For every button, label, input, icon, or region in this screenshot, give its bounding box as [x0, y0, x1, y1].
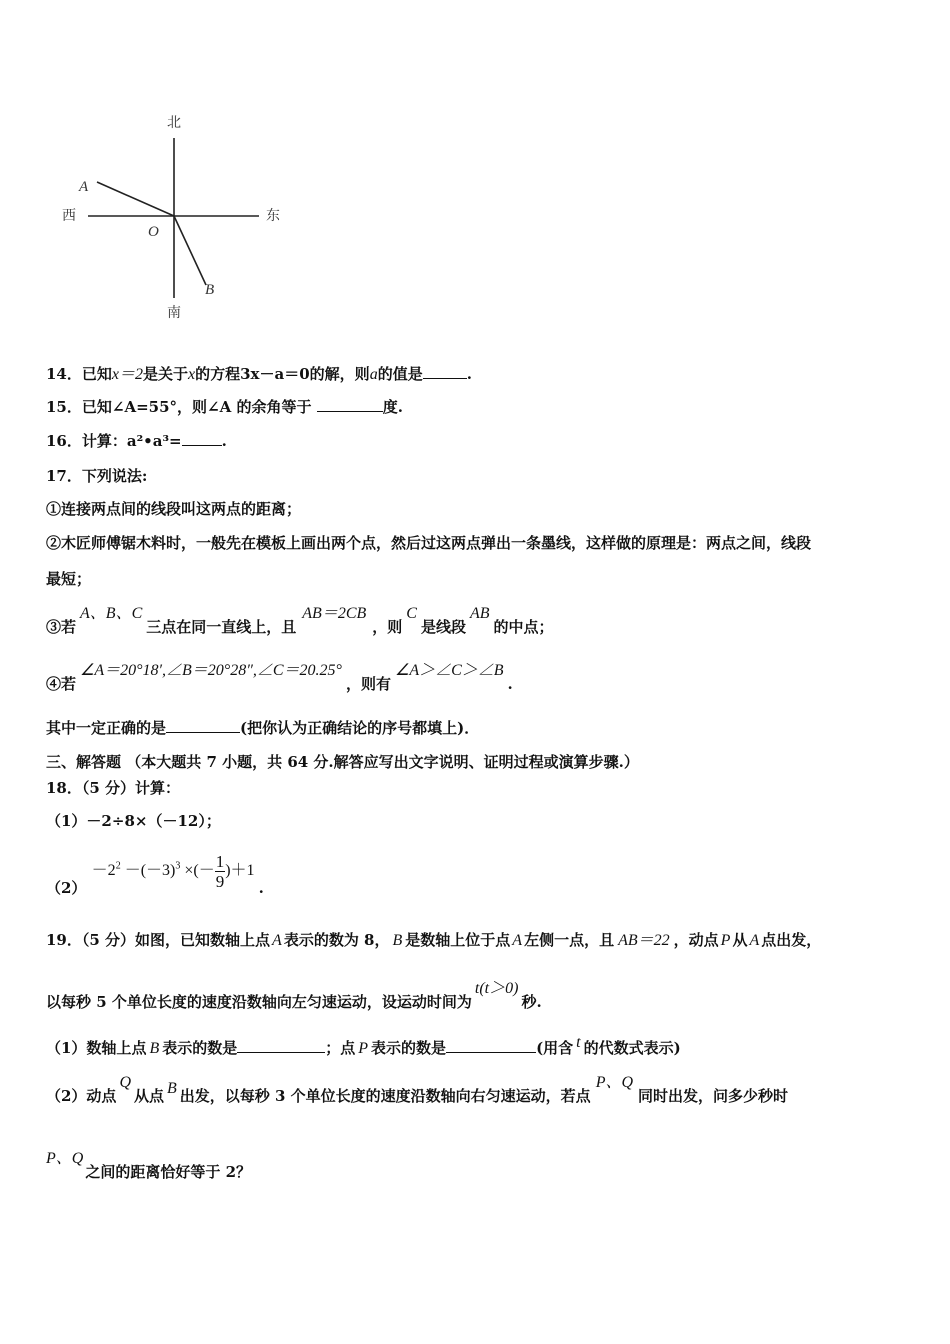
- question-15: 15．已知∠A=55°，则∠A 的余角等于 度.: [46, 398, 403, 416]
- statement-2-line-1: ②木匠师傅锯木料时，一般先在模板上画出两个点，然后过这两点弹出一条墨线，这样做的原理是：两点之间，线段: [46, 534, 812, 552]
- fraction-one-ninth: $\frac{1}{9}$: [215, 852, 225, 891]
- question-18-part-2: $(2) -2^2 -(-3)^3$ ×(－ $\frac{1}{9}$ )＋1 .: [46, 852, 264, 898]
- compass-diagram: [55, 105, 305, 325]
- question-14: 14．已知x＝2是关于x的方程3x－a＝0的解，则a的值是 .: [46, 365, 472, 383]
- answer-blank[interactable]: [166, 718, 240, 733]
- ray-ob: [174, 216, 206, 285]
- statement-2-line-2: 最短；: [46, 570, 92, 588]
- question-17-answer: 其中一定正确的是 (把你认为正确结论的序号都填上)．: [46, 719, 480, 737]
- label-point-a: A: [79, 179, 89, 195]
- question-16: 16．计算：a²•a³= .: [46, 432, 227, 450]
- expression: $-2^2 -(-3)^3$ ×(－ $\frac{1}{9}$ )＋1: [91, 852, 255, 891]
- answer-blank-p[interactable]: [446, 1038, 536, 1053]
- label-point-o: O: [148, 224, 159, 240]
- answer-blank[interactable]: [317, 397, 383, 412]
- label-west: 西: [62, 208, 76, 224]
- question-18-title: 18．（5 分）计算：: [46, 779, 181, 797]
- answer-blank[interactable]: [182, 431, 222, 446]
- answer-blank-b[interactable]: [237, 1038, 325, 1053]
- statement-4: ④若∠A＝20°18′,∠B＝20°28″,∠C＝20.25°，则有∠A＞∠C＞∠B.: [46, 662, 513, 693]
- statement-3: ③若A、B、C三点在同一直线上，且AB＝2CB，则C是线段AB的中点；: [46, 605, 554, 636]
- section-3-title: 三、解答题 （本大题共 7 小题，共 64 分.解答应写出文字说明、证明过程或演算步骤.）: [46, 753, 639, 771]
- question-19-line-5: P、Q之间的距离恰好等于 2？: [46, 1150, 252, 1181]
- question-18-part-1: （1）－2÷8×（－12）；: [46, 812, 221, 830]
- question-17-title: 17．下列说法:: [46, 467, 148, 485]
- label-point-b: B: [205, 282, 215, 298]
- label-east: 东: [266, 208, 280, 224]
- question-19-line-2: 以每秒 5 个单位长度的速度沿数轴向左匀速运动，设运动时间为t(t＞0)秒.: [46, 980, 542, 1011]
- label-south: 南: [167, 305, 181, 321]
- answer-blank[interactable]: [423, 364, 467, 379]
- ray-oa: [97, 182, 174, 216]
- label-north: 北: [167, 115, 181, 131]
- question-19-line-1: 19．（5 分）如图，已知数轴上点 A 表示的数为 8， B 是数轴上位于点 A 左侧一点，且 AB＝22 ，动点 P 从 A 点出发，: [46, 931, 822, 949]
- statement-1: ①连接两点间的线段叫这两点的距离；: [46, 500, 302, 518]
- question-19-part-2: （2）动点Q从点 B 出发，以每秒 3 个单位长度的速度沿数轴向右匀速运动，若点P、Q同时出发，问多少秒时: [46, 1074, 789, 1105]
- question-19-part-1: （1）数轴上点 B 表示的数是 ；点 P 表示的数是 (用含 t 的代数式表示): [46, 1034, 681, 1057]
